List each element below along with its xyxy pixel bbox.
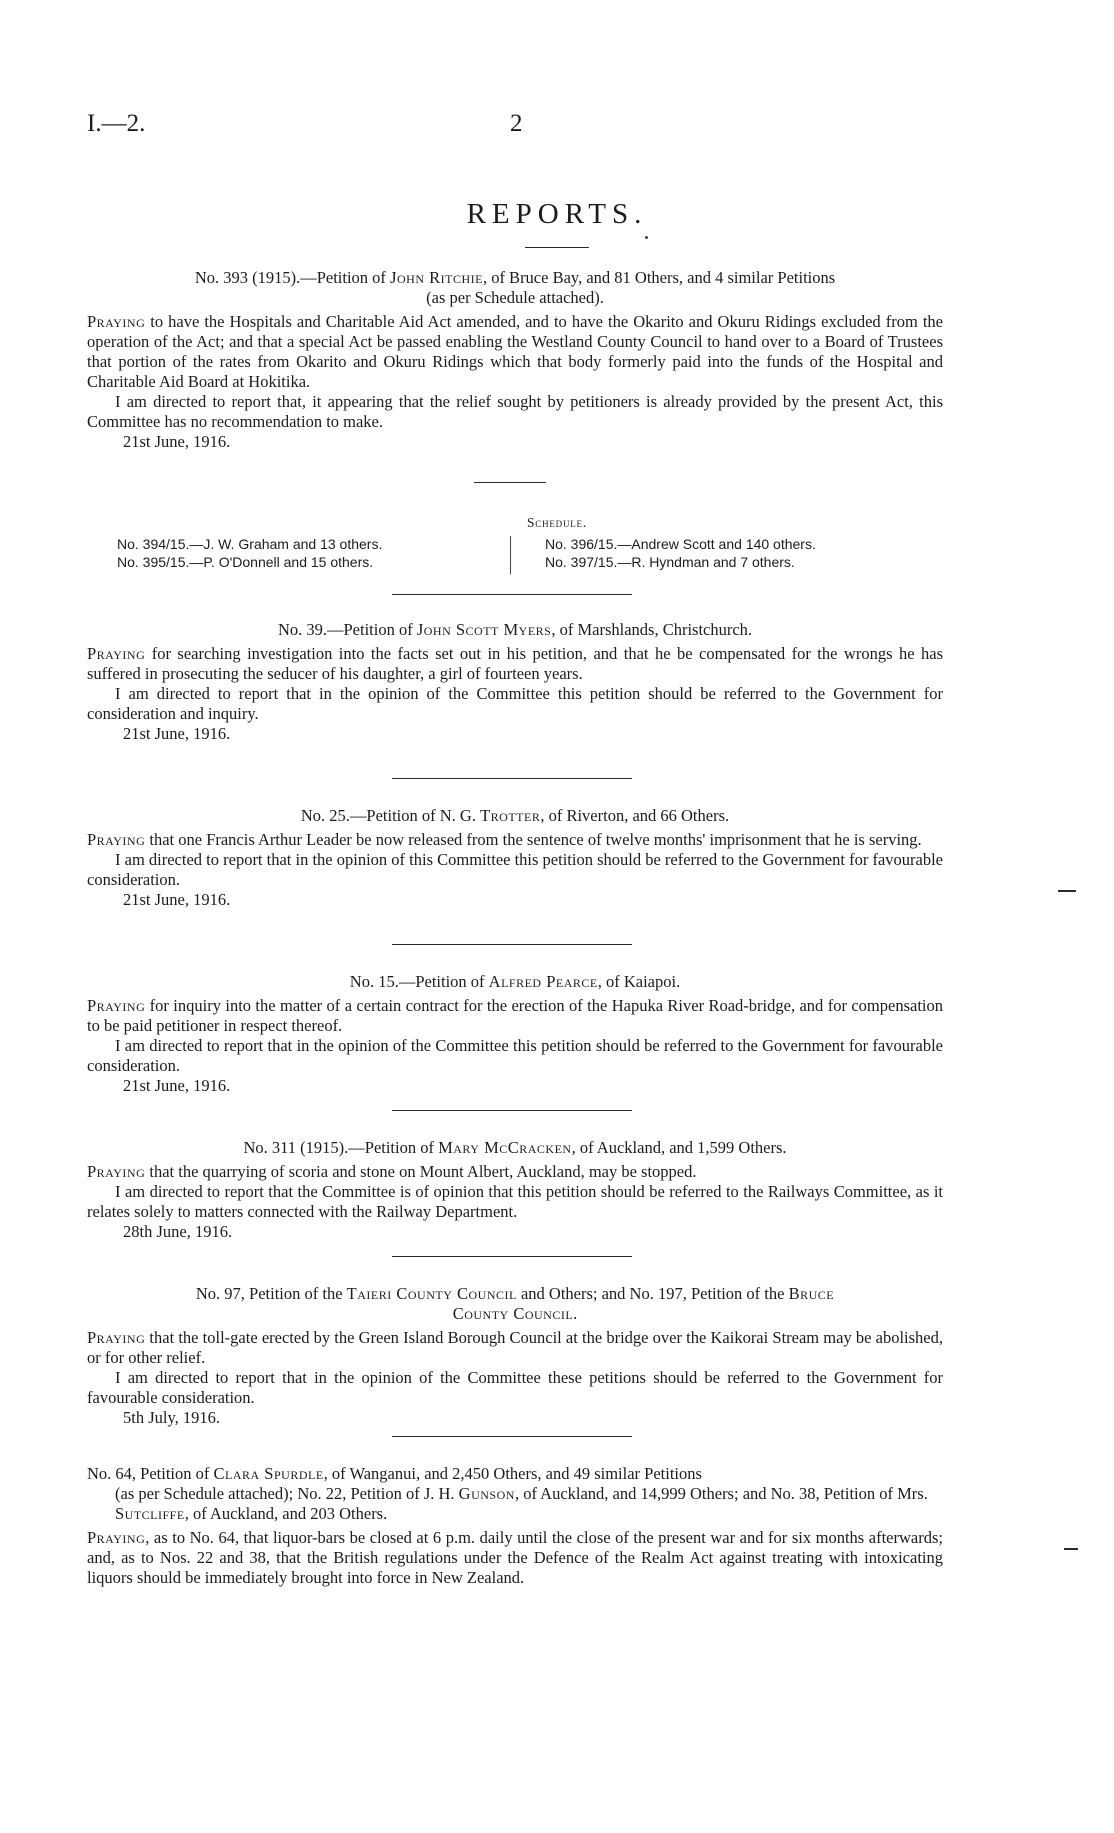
- schedule-entry: No. 395/15.—P. O'Donnell and 15 others.: [117, 554, 374, 570]
- divider: [525, 247, 589, 248]
- schedule-entry: No. 396/15.—Andrew Scott and 140 others.: [545, 536, 816, 552]
- report-date: 21st June, 1916.: [123, 1076, 231, 1095]
- report-date: 5th July, 1916.: [123, 1408, 221, 1427]
- petition-title: No. 97, Petition of the Taieri County Council and Others; and No. 197, Petition of the Bruce County Council.: [195, 1284, 835, 1323]
- schedule-entry: No. 394/15.—J. W. Graham and 13 others.: [117, 536, 383, 552]
- report-date: 28th June, 1916.: [123, 1222, 233, 1241]
- petitioner-name: Alfred Pearce: [488, 972, 598, 991]
- petition-title: No. 39.—Petition of John Scott Myers, of Marshlands, Christchurch.: [277, 620, 753, 639]
- divider: [392, 1256, 632, 1257]
- praying-lead: Praying: [87, 996, 146, 1015]
- praying-lead: Praying: [87, 1328, 146, 1347]
- report-311: [87, 1138, 943, 1242]
- prayer-text: for searching investigation into the facts set out in his petition, and that he be compensated for the wrongs he has suffered in prosecuting the seducer of his daughter, a girl of fourteen years.: [87, 644, 943, 683]
- petitioner-name: Gunson: [458, 1484, 515, 1503]
- page-reference: I.—2.: [87, 110, 146, 137]
- report-text: I am directed to report that, it appearing that the relief sought by petitioners is already provided by the present Act, this Committee has no recommendation to make.: [87, 392, 943, 431]
- report-393: [87, 268, 943, 452]
- prayer-text: for inquiry into the matter of a certain contract for the erection of the Hapuka River Road-bridge, and for compensation to be paid petitioner in respect thereof.: [87, 996, 943, 1035]
- report-date: 21st June, 1916.: [123, 890, 231, 909]
- prayer-text: to have the Hospitals and Charitable Aid Act amended, and to have the Okarito and Okuru Ridings excluded from the operation of the Act; and that a special Act be passed enabling the Westland County Council to hand over to a Board of Trustees that portion of the rates from Okarito and Okuru Ridings which that body formerly paid into the funds of the Hospital and Charitable Aid Board at Hokitika.: [87, 312, 943, 391]
- petitioner-name: Trotter: [480, 806, 541, 825]
- praying-lead: Praying: [87, 1162, 146, 1181]
- report-39: [87, 620, 943, 744]
- margin-mark: [1064, 1548, 1078, 1550]
- praying-lead: Praying: [87, 644, 146, 663]
- report-64-22-38: [87, 1464, 943, 1588]
- petitioner-name: County Council: [452, 1304, 574, 1323]
- report-text: I am directed to report that in the opinion of the Committee this petition should be referred to the Government for favourable consideration.: [87, 1036, 943, 1075]
- margin-mark: [1058, 890, 1076, 892]
- prayer-text: that the quarrying of scoria and stone on Mount Albert, Auckland, may be stopped.: [145, 1162, 697, 1181]
- report-date: 21st June, 1916.: [123, 724, 231, 743]
- divider: [474, 482, 546, 483]
- praying-lead: Praying: [87, 830, 146, 849]
- prayer-text: that one Francis Arthur Leader be now released from the sentence of twelve months' imprisonment that he is serving.: [145, 830, 922, 849]
- schedule-right: [545, 535, 816, 571]
- petition-title: No. 25.—Petition of N. G. Trotter, of Riverton, and 66 Others.: [300, 806, 730, 825]
- petitioner-name: Sutcliffe: [115, 1504, 185, 1523]
- page-heading: REPORTS.: [466, 198, 648, 230]
- petition-title: No. 64, Petition of Clara Spurdle, of Wanganui, and 2,450 Others, and 49 similar Petitions (as per Schedule attached); No. 22, Petition of J. H. Gunson, of Auckland, and 14,999 Others; and No. 38, Petition of Mrs. Sutcliffe, of Auckland, and 203 Others.: [87, 1464, 928, 1523]
- schedule-left: [117, 535, 382, 571]
- page-number: 2: [510, 110, 523, 137]
- petition-title: No. 393 (1915).—Petition of John Ritchie, of Bruce Bay, and 81 Others, and 4 similar Petitions (as per Schedule attached).: [194, 268, 836, 307]
- report-text: I am directed to report that in the opinion of the Committee this petition should be referred to the Government for consideration and inquiry.: [87, 684, 943, 723]
- prayer-text: that the toll-gate erected by the Green Island Borough Council at the bridge over the Kaikorai Stream may be abolished, or for other relief.: [87, 1328, 943, 1367]
- praying-lead: Praying: [87, 1528, 146, 1547]
- petitioner-name: Bruce: [788, 1284, 835, 1303]
- petitioner-name: Taieri County Council: [346, 1284, 517, 1303]
- petitioner-name: Clara Spurdle: [213, 1464, 324, 1483]
- scan-speck: [645, 236, 648, 239]
- divider: [392, 944, 632, 945]
- praying-lead: Praying: [87, 312, 146, 331]
- petitioner-name: Mary McCracken: [438, 1138, 572, 1157]
- divider: [392, 1110, 632, 1111]
- report-15: [87, 972, 943, 1096]
- report-text: I am directed to report that the Committee is of opinion that this petition should be referred to the Railways Committee, as it relates solely to matters connected with the Railway Department.: [87, 1182, 943, 1221]
- divider: [392, 594, 632, 595]
- report-date: 21st June, 1916.: [123, 432, 231, 451]
- report-97-197: [87, 1284, 943, 1428]
- report-text: I am directed to report that in the opinion of this Committee this petition should be referred to the Government for favourable consideration.: [87, 850, 943, 889]
- petitioner-name: John Ritchie: [390, 268, 483, 287]
- petitioner-name: John Scott Myers: [416, 620, 552, 639]
- divider: [392, 778, 632, 779]
- prayer-text: , as to No. 64, that liquor-bars be closed at 6 p.m. daily until the close of the present war and for six months afterwards; and, as to Nos. 22 and 38, that the British regulations under the Defence of the Realm Act against treating with intoxicating liquors should be immediately brought into force in New Zealand.: [87, 1528, 943, 1587]
- schedule-heading: Schedule.: [526, 515, 588, 530]
- divider: [392, 1436, 632, 1437]
- report-25: [87, 806, 943, 910]
- report-text: I am directed to report that in the opinion of the Committee these petitions should be referred to the Government for favourable consideration.: [87, 1368, 943, 1407]
- schedule-entry: No. 397/15.—R. Hyndman and 7 others.: [545, 554, 795, 570]
- petition-title: No. 311 (1915).—Petition of Mary McCracken, of Auckland, and 1,599 Others.: [243, 1138, 787, 1157]
- petition-title: No. 15.—Petition of Alfred Pearce, of Kaiapoi.: [349, 972, 681, 991]
- schedule-divider: [510, 536, 511, 574]
